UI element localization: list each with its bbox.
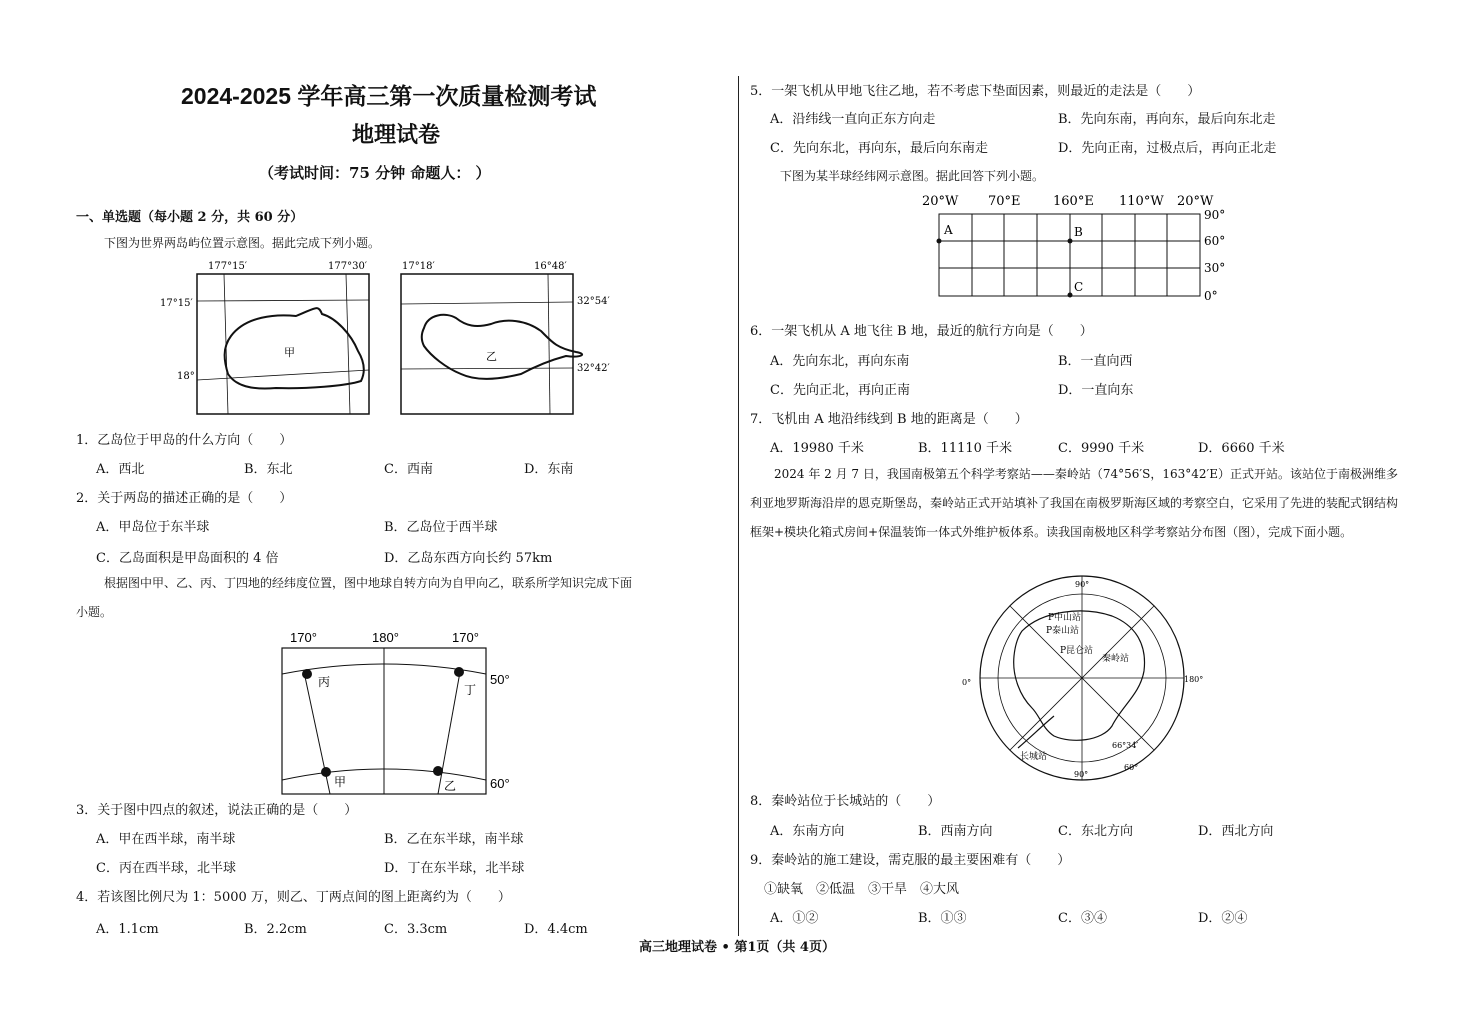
intro-text: 下图为世界两岛屿位置示意图。据此完成下列小题。 [104, 236, 381, 250]
antarctica-figure [962, 576, 1202, 780]
map-label: 90° [1074, 770, 1089, 779]
map-label: 17°18′ [402, 261, 435, 272]
option-d[interactable]: D．乙岛东西方向长约 57km [384, 551, 553, 566]
point-ding [454, 667, 464, 677]
island-label: 乙 [486, 350, 497, 363]
option-a[interactable]: A．19980 千米 [770, 441, 864, 456]
station-label: P昆仑站 [1060, 646, 1094, 656]
map-label: 20°W [922, 194, 959, 209]
point-c [1068, 293, 1073, 298]
option-b[interactable]: B．先向东南，再向东，最后向东北走 [1058, 112, 1276, 127]
map-label: 110°W [1119, 194, 1164, 209]
section-title: 一、单选题（每小题 2 分，共 60 分） [76, 210, 304, 225]
map-label: 90° [1075, 580, 1090, 589]
map-label: 70°E [988, 194, 1021, 209]
point-jia [321, 767, 331, 777]
option-a[interactable]: A．1.1cm [96, 922, 159, 937]
station-label: 秦岭站 [1102, 654, 1130, 664]
option-c[interactable]: C．3.3cm [384, 922, 448, 937]
point-label: A [944, 223, 953, 237]
option-b[interactable]: B．2.2cm [244, 922, 307, 937]
map-label: 32°42′ [577, 363, 610, 374]
intro-paragraph: 2024 年 2 月 7 日，我国南极第五个科学考察站——秦岭站（74°56′S，163°42′E）正式开站。该站位于南极洲维多利亚地罗斯海沿岸的恩克斯堡岛，秦岭站正式开站填补了我国在南极罗斯海区域的考察空白，它采用了先进的装配式钢结构框架+模块化箱式房间+保温装饰一体式外维护板体系。读我国南极地区科学考察站分布图（图），完成下面小题。 [750, 467, 1399, 539]
point-bing [302, 669, 312, 679]
option-b[interactable]: B．乙岛位于西半球 [384, 520, 498, 535]
point-label: 丙 [318, 675, 331, 689]
option-a[interactable]: A．甲岛位于东半球 [96, 520, 210, 535]
question-3: 3．关于图中四点的叙述，说法正确的是（ ） [76, 803, 358, 818]
option-a[interactable]: A．先向东北，再向东南 [770, 354, 910, 369]
point-label: B [1074, 225, 1083, 239]
map-label: 0° [962, 678, 972, 687]
map-label: 50° [490, 672, 510, 687]
option-b[interactable]: B．一直向西 [1058, 354, 1133, 369]
map-label: 170° [452, 630, 479, 645]
option-d[interactable]: D．先向正南，过极点后，再向正北走 [1058, 141, 1277, 156]
option-d[interactable]: D．6660 千米 [1198, 441, 1285, 456]
map-label: 60° [1124, 763, 1139, 772]
option-d[interactable]: D．丁在东半球，北半球 [384, 861, 525, 876]
intro-text: 小题。 [76, 605, 113, 619]
option-c[interactable]: C．9990 千米 [1058, 441, 1145, 456]
option-c[interactable]: C．先向东北，再向东，最后向东南走 [770, 141, 988, 156]
map-label: 18° [177, 371, 195, 382]
page-footer: 高三地理试卷 • 第1页（共 4页） [639, 940, 835, 955]
question-4: 4．若该图比例尺为 1：5000 万，则乙、丁两点间的图上距离约为（ ） [76, 890, 511, 905]
option-a[interactable]: A．沿纬线一直向正东方向走 [770, 112, 936, 127]
option-a[interactable]: A．西北 [96, 462, 145, 477]
point-label: 丁 [464, 683, 477, 697]
intro-text: 下图为某半球经纬网示意图。据此回答下列小题。 [780, 169, 1045, 183]
exam-subtitle: 地理试卷 [352, 122, 441, 148]
map-frame [197, 274, 369, 414]
four-points-figure [276, 626, 606, 798]
question-items: ①缺氧 ②低温 ③干旱 ④大风 [764, 882, 960, 897]
point-yi [433, 766, 443, 776]
map-label: 30° [1204, 261, 1226, 275]
station-label: P中山站 [1048, 613, 1082, 623]
map-label: 177°15′ [208, 261, 248, 272]
map-label: 0° [1204, 289, 1218, 303]
island-yi [422, 315, 582, 379]
map-label: 20°W [1177, 194, 1214, 209]
option-d[interactable]: D．4.4cm [524, 922, 588, 937]
option-b[interactable]: B．①③ [918, 911, 967, 926]
option-c[interactable]: C．东北方向 [1058, 824, 1133, 839]
left-column [76, 0, 726, 1020]
option-c[interactable]: C．丙在西半球，北半球 [96, 861, 236, 876]
point-b [1068, 239, 1073, 244]
intro-text: 根据图中甲、乙、丙、丁四地的经纬度位置，图中地球自转方向为自甲向乙，联系所学知识完成下面 [104, 576, 633, 590]
map-label: 66°34′ [1112, 741, 1139, 750]
exam-title: 2024-2025 学年高三第一次质量检测考试 [181, 83, 597, 109]
right-column [750, 0, 1410, 1020]
question-9: 9．秦岭站的施工建设，需克服的最主要困难有（ ） [750, 853, 1071, 868]
island-label: 甲 [284, 346, 295, 359]
map-label: 32°54′ [577, 296, 610, 307]
option-b[interactable]: B．乙在东半球，南半球 [384, 832, 524, 847]
map-label: 90° [1204, 208, 1226, 222]
option-c[interactable]: C．先向正北，再向正南 [770, 383, 910, 398]
map-label: 180° [372, 630, 399, 645]
question-5: 5．一架飞机从甲地飞往乙地，若不考虑下垫面因素，则最近的走法是（ ） [750, 84, 1201, 99]
point-label: C [1074, 280, 1084, 294]
exam-meta: （考试时间：75 分钟 命题人： ） [259, 164, 491, 182]
question-6: 6．一架飞机从 A 地飞往 B 地，最近的航行方向是（ ） [750, 324, 1093, 339]
graticule-figure [918, 188, 1228, 306]
option-d[interactable]: D．②④ [1198, 911, 1248, 926]
option-c[interactable]: C．乙岛面积是甲岛面积的 4 倍 [96, 551, 279, 566]
option-a[interactable]: A．甲在西半球，南半球 [96, 832, 236, 847]
station-label: 长城站 [1020, 752, 1048, 762]
option-c[interactable]: C．西南 [384, 462, 433, 477]
map-label: 180° [1184, 675, 1204, 684]
map-label: 17°15′ [160, 298, 193, 309]
map-label: 60° [490, 776, 510, 791]
map-label: 16°48′ [534, 261, 567, 272]
question-2: 2．关于两岛的描述正确的是（ ） [76, 491, 293, 506]
map-label: 170° [290, 630, 317, 645]
option-d[interactable]: D．东南 [524, 462, 574, 477]
option-b[interactable]: B．东北 [244, 462, 293, 477]
map-label: 177°30′ [328, 261, 368, 272]
option-a[interactable]: A．东南方向 [770, 824, 845, 839]
station-label: P泰山站 [1046, 626, 1080, 636]
point-a [937, 239, 942, 244]
question-8: 8．秦岭站位于长城站的（ ） [750, 794, 941, 809]
question-1: 1．乙岛位于甲岛的什么方向（ ） [76, 433, 293, 448]
map-label: 60° [1204, 234, 1226, 248]
option-c[interactable]: C．③④ [1058, 911, 1107, 926]
point-label: 乙 [444, 779, 457, 793]
option-b[interactable]: B．11110 千米 [918, 441, 1013, 456]
islands-figure [156, 256, 610, 421]
option-b[interactable]: B．西南方向 [918, 824, 993, 839]
question-7: 7．飞机由 A 地沿纬线到 B 地的距离是（ ） [750, 412, 1028, 427]
option-a[interactable]: A．①② [770, 911, 819, 926]
column-divider [738, 76, 739, 936]
option-d[interactable]: D．一直向东 [1058, 383, 1134, 398]
point-label: 甲 [334, 775, 347, 789]
map-label: 160°E [1053, 194, 1094, 209]
map-frame [401, 274, 573, 414]
option-d[interactable]: D．西北方向 [1198, 824, 1274, 839]
